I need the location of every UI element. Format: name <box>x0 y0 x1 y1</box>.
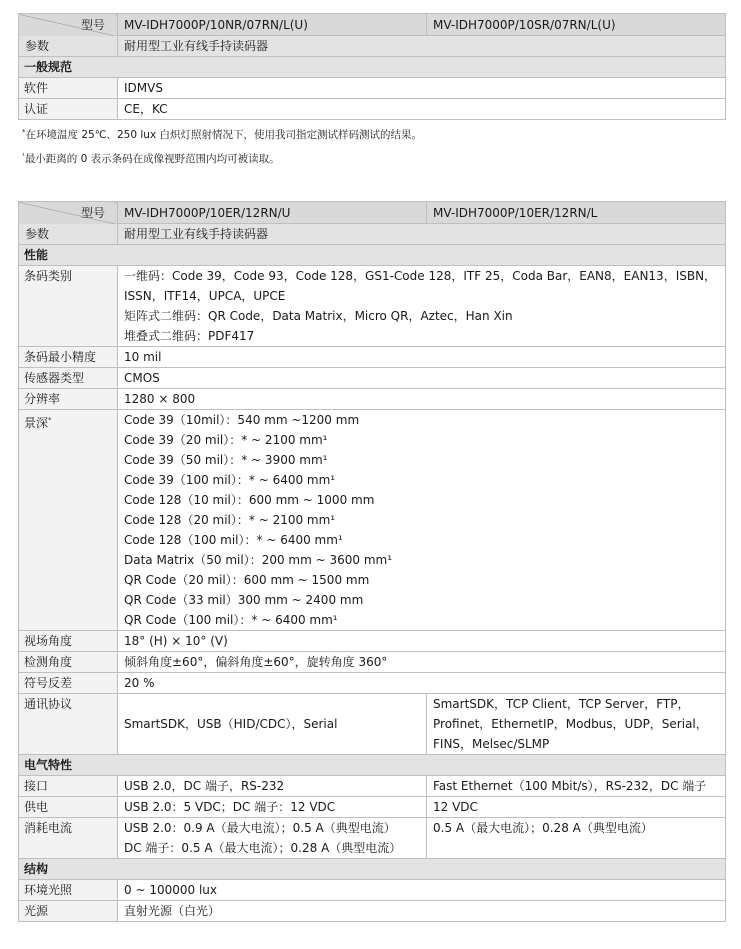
row-label: 接口 <box>19 776 118 797</box>
row-label: 条码类别 <box>19 266 118 347</box>
section-general: 一般规范 <box>19 57 726 78</box>
row-value: CE，KC <box>118 99 726 120</box>
model-label: 型号 <box>80 205 105 220</box>
spec-table-1 <box>18 13 726 120</box>
row-label: 检测角度 <box>19 652 118 673</box>
row-value: 1280 × 800 <box>118 389 726 410</box>
spec-table-2 <box>18 201 726 922</box>
row-value: 直射光源（白光） <box>118 901 726 922</box>
depth-of-field-list: Code 39（10mil）：540 mm ~1200 mm Code 39（20 mil）：* ~ 2100 mm¹ Code 39（50 mil）：* ~ 3900 mm¹ Code 39（100 mil）：* ~ 6400 mm¹ Code 128（10 mil）：600 mm ~ 1000 mm Code 128（20 mil）：* ~ 2100 mm¹ Code 128（100 mil）：* ~ 6400 mm¹ Data Matrix（50 mil）：200 mm ~ 3600 mm¹ QR Code（20 mil）：600 mm ~ 1500 mm QR Code（33 mil）300 mm ~ 2400 mm QR Code（100 mil）：* ~ 6400 mm¹ <box>118 410 726 631</box>
model-name-1: MV-IDH7000P/10NR/07RN/L(U) <box>118 14 427 36</box>
row-value-left: USB 2.0，DC 端子，RS-232 <box>118 776 427 797</box>
row-value: 倾斜角度±60°，偏斜角度±60°，旋转角度 360° <box>118 652 726 673</box>
row-label: 条码最小精度 <box>19 347 118 368</box>
comm-protocol-left: SmartSDK，USB（HID/CDC），Serial <box>118 694 427 755</box>
model-label: 型号 <box>80 17 105 32</box>
row-value: 10 mil <box>118 347 726 368</box>
row-label: 视场角度 <box>19 631 118 652</box>
param-label: 参数 <box>19 224 118 245</box>
row-label: 符号反差 <box>19 673 118 694</box>
row-value-right: Fast Ethernet（100 Mbit/s），RS-232，DC 端子 <box>427 776 726 797</box>
row-value: IDMVS <box>118 78 726 99</box>
current-left: USB 2.0：0.9 A（最大电流）；0.5 A（典型电流） DC 端子：0.5 A（最大电流）；0.28 A（典型电流） <box>118 818 427 859</box>
footnote: *在环境温度 25℃、250 lux 白炽灯照射情况下，使用我司指定测试样码测试的结果。 <box>22 128 422 141</box>
section-structure: 结构 <box>19 859 726 880</box>
row-label: 光源 <box>19 901 118 922</box>
row-label: 通讯协议 <box>19 694 118 755</box>
param-label: 参数 <box>19 36 118 57</box>
model-name-1: MV-IDH7000P/10ER/12RN/U <box>118 202 427 224</box>
section-performance: 性能 <box>19 245 726 266</box>
row-label: 软件 <box>19 78 118 99</box>
row-label: 传感器类型 <box>19 368 118 389</box>
row-label: 环境光照 <box>19 880 118 901</box>
footnote: $^{^1}$最小距离的 0 表示条码在成像视野范围内均可被读取。 <box>22 152 280 165</box>
row-label: 供电 <box>19 797 118 818</box>
row-value-right: 12 VDC <box>427 797 726 818</box>
row-label: 消耗电流 <box>19 818 118 859</box>
model-header-cell <box>19 202 118 224</box>
row-value: 0 ~ 100000 lux <box>118 880 726 901</box>
comm-protocol-right: SmartSDK，TCP Client，TCP Server，FTP， Profinet，EthernetIP，Modbus，UDP，Serial， FINS，Melsec/SLMP <box>427 694 726 755</box>
current-right: 0.5 A（最大电流）；0.28 A（典型电流） <box>427 818 726 859</box>
row-value: 20 % <box>118 673 726 694</box>
product-name: 耐用型工业有线手持读码器 <box>118 224 726 245</box>
row-value: CMOS <box>118 368 726 389</box>
product-name: 耐用型工业有线手持读码器 <box>118 36 726 57</box>
row-value-left: USB 2.0：5 VDC；DC 端子：12 VDC <box>118 797 427 818</box>
model-name-2: MV-IDH7000P/10ER/12RN/L <box>427 202 726 224</box>
row-label: 分辨率 <box>19 389 118 410</box>
barcode-types: 一维码：Code 39，Code 93，Code 128，GS1-Code 128，ITF 25，Coda Bar，EAN8，EAN13，ISBN， ISSN，ITF14，UPCA，UPCE 矩阵式二维码：QR Code，Data Matrix，Micro QR，Aztec，Han Xin 堆叠式二维码：PDF417 <box>118 266 726 347</box>
row-value: 18° (H) × 10° (V) <box>118 631 726 652</box>
model-name-2: MV-IDH7000P/10SR/07RN/L(U) <box>427 14 726 36</box>
footnotes <box>22 122 422 170</box>
row-label: 景深* <box>19 410 118 631</box>
model-header-cell <box>19 14 118 36</box>
row-label: 认证 <box>19 99 118 120</box>
section-electrical: 电气特性 <box>19 755 726 776</box>
